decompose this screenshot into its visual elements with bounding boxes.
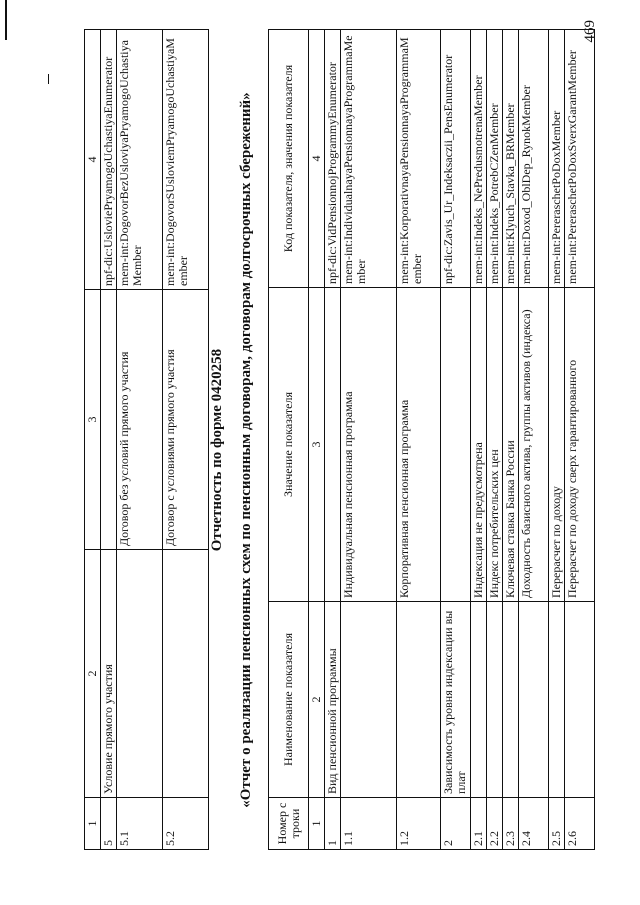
margin-bar: [5, 0, 7, 40]
table-row: [565, 30, 595, 850]
indicator-code-cell: mem-int:KorporativnayaPensionnayaProgrammaMember: [397, 30, 441, 288]
column-number-row: [85, 30, 101, 850]
header-row: [269, 30, 309, 850]
table-row: [471, 30, 487, 850]
col-number-cell: 3: [85, 290, 101, 550]
indicator-value-cell: Договор с условиями прямого участия: [163, 290, 209, 550]
indicator-name-cell: Условие прямого участия: [101, 550, 117, 798]
indicator-value-cell: [441, 288, 471, 602]
indicator-value-cell: [101, 290, 117, 550]
indicator-value-cell: Ключевая ставка Банка России: [503, 288, 519, 602]
indicator-code-cell: mem-int:Indeks_NePredusmotrenaMember: [471, 30, 487, 288]
row-number-cell: 1: [325, 798, 341, 850]
indicator-value-cell: Индивидуальная пенсионная программа: [341, 288, 397, 602]
indicator-name-cell: [487, 602, 503, 798]
row-number-cell: 2.2: [487, 798, 503, 850]
indicator-value-cell: Доходность базисного актива, группы активов (индекса): [519, 288, 549, 602]
indicator-name-cell: Вид пенсионной программы: [325, 602, 341, 798]
indicator-name-cell: [549, 602, 565, 798]
indicator-code-cell: npf-dic:VidPensionnojProgrammyEnumerator: [325, 30, 341, 288]
table-row: [549, 30, 565, 850]
indicator-value-cell: Перерасчет по доходу: [549, 288, 565, 602]
col-number-cell: 1: [85, 798, 101, 850]
indicator-code-cell: mem-int:PereraschetPoDoxMember: [549, 30, 565, 288]
indicator-code-cell: mem-int:DogovorSUsloviemPryamogoUchastiyaMember: [163, 30, 209, 290]
col-number-cell: 2: [85, 550, 101, 798]
indicator-name-cell: [503, 602, 519, 798]
table-row: [163, 30, 209, 850]
indicator-name-cell: [565, 602, 595, 798]
header-row-number: Номер строки: [269, 798, 309, 850]
col-number-cell: 2: [309, 602, 325, 798]
row-number-cell: 2.6: [565, 798, 595, 850]
indicator-value-cell: Договор без условий прямого участия: [117, 290, 163, 550]
indicator-name-cell: [397, 602, 441, 798]
indicator-code-cell: npf-dic:UsloviePryamogoUchastiyaEnumerator: [101, 30, 117, 290]
col-number-cell: 4: [309, 30, 325, 288]
indicator-code-cell: mem-int:Indeks_PotrebCZenMember: [487, 30, 503, 288]
indicator-code-cell: mem-int:IndividualnayaPensionnayaProgrammaMember: [341, 30, 397, 288]
indicator-name-cell: [471, 602, 487, 798]
rotated-page: [24, 20, 614, 880]
indicator-code-cell: mem-int:PererasсhetPoDoxSverxGarantMember: [565, 30, 595, 288]
indicator-code-cell: mem-int:DogovorBezUsloviyaPryamogoUchastiyaMember: [117, 30, 163, 290]
table-row: [117, 30, 163, 850]
report-title: «Отчет о реализации пенсионных схем по пенсионным договорам, договорам долгосрочных сбережений»: [238, 92, 254, 808]
row-number-cell: 5.1: [117, 798, 163, 850]
column-number-row: [309, 30, 325, 850]
indicator-name-cell: [163, 550, 209, 798]
continuation-table: [84, 29, 209, 850]
row-number-cell: 5: [101, 798, 117, 850]
indicator-name-cell: [117, 550, 163, 798]
row-number-cell: 2.1: [471, 798, 487, 850]
indicator-code-cell: npf-dic:Zavis_Ur_Indeksaczii_PensEnumerator: [441, 30, 471, 288]
row-number-cell: 2.5: [549, 798, 565, 850]
report-table: [268, 29, 595, 850]
row-number-cell: 2.4: [519, 798, 549, 850]
row-number-cell: 5.2: [163, 798, 209, 850]
table-row: [441, 30, 471, 850]
indicator-name-cell: [519, 602, 549, 798]
table-row: [503, 30, 519, 850]
indicator-code-cell: mem-int:Klyuch_Stavka_BRMember: [503, 30, 519, 288]
form-title: Отчетность по форме 0420258: [209, 348, 225, 552]
header-indicator-name: Наименование показателя: [269, 602, 309, 798]
col-number-cell: 1: [309, 798, 325, 850]
row-number-cell: 1.2: [397, 798, 441, 850]
row-number-cell: 2.3: [503, 798, 519, 850]
table-row: [101, 30, 117, 850]
table-row: [341, 30, 397, 850]
table-row: [325, 30, 341, 850]
row-number-cell: 2: [441, 798, 471, 850]
col-number-cell: 3: [309, 288, 325, 602]
indicator-name-cell: Зависимость уровня индексации выплат: [441, 602, 471, 798]
col-number-cell: 4: [85, 30, 101, 290]
indicator-code-cell: mem-int:Doxod_OblDep_RynokMember: [519, 30, 549, 288]
indicator-name-cell: [341, 602, 397, 798]
indicator-value-cell: Индексация не предусмотрена: [471, 288, 487, 602]
indicator-value-cell: [325, 288, 341, 602]
indicator-value-cell: Перерасчет по доходу сверх гарантированного: [565, 288, 595, 602]
page-number: 469: [582, 20, 598, 43]
indicator-value-cell: Корпоративная пенсионная программа: [397, 288, 441, 602]
indicator-value-cell: Индекс потребительских цен: [487, 288, 503, 602]
header-indicator-value: Значение показателя: [269, 288, 309, 602]
table-row: [487, 30, 503, 850]
header-indicator-code: Код показателя, значения показателя: [269, 30, 309, 288]
table-row: [397, 30, 441, 850]
row-number-cell: 1.1: [341, 798, 397, 850]
table-row: [519, 30, 549, 850]
